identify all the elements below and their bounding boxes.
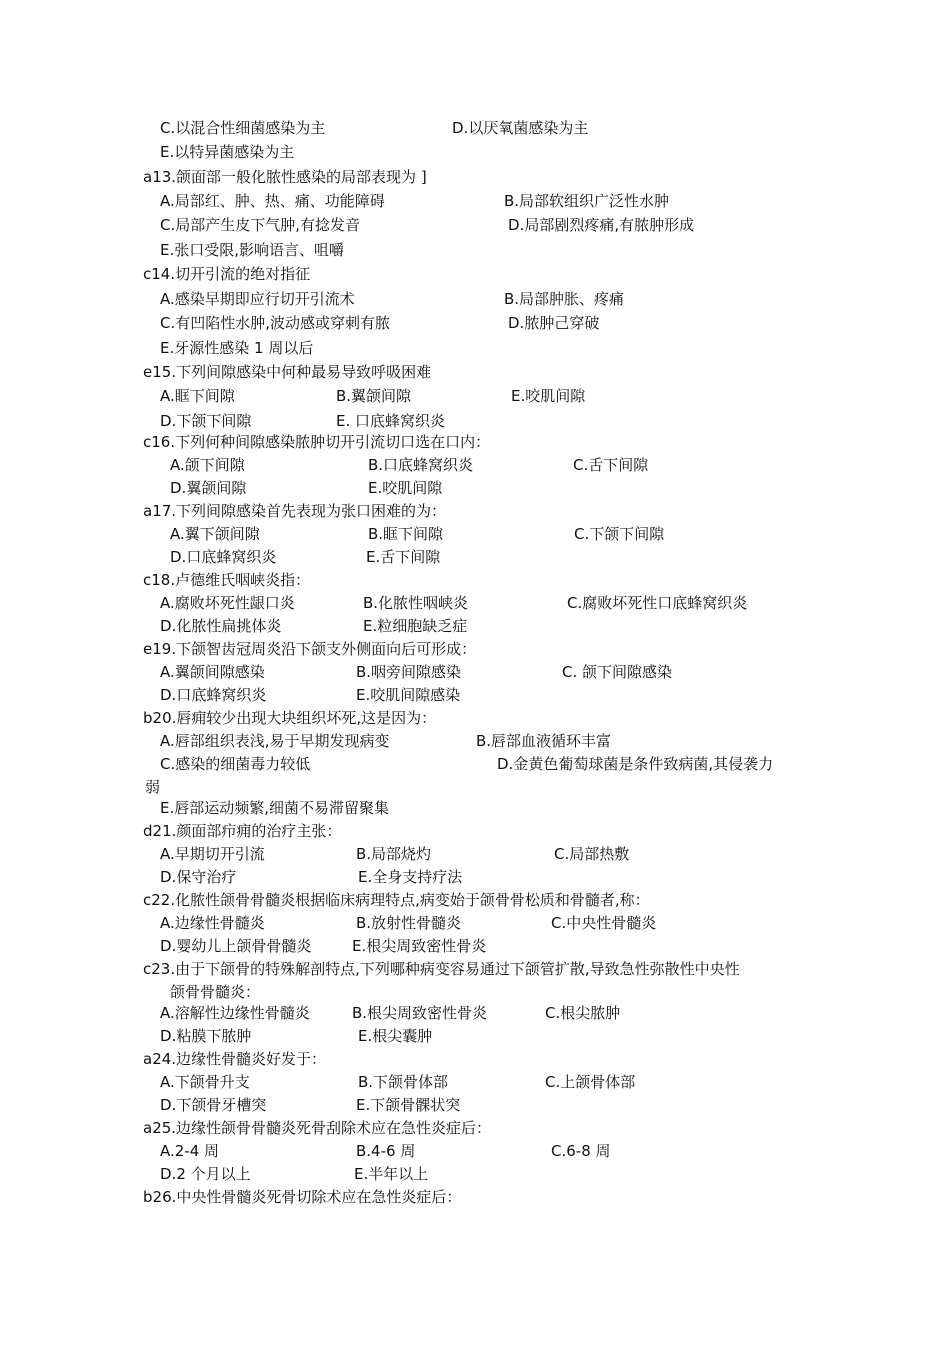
text-line: D.2 个月以上 [160,1165,251,1183]
text-line: D.口底蜂窝织炎 [160,686,267,704]
text-line: C.6-8 周 [551,1142,611,1160]
text-line: A.边缘性骨髓炎 [160,914,265,932]
text-line: E.全身支持疗法 [358,868,463,886]
text-line: c23.由于下颌骨的特殊解剖特点,下列哪种病变容易通过下颌管扩散,导致急性弥散性中央性 [143,960,740,978]
text-line: 颌骨骨髓炎： [170,983,261,1001]
text-line: C.有凹陷性水肿,波动感或穿刺有脓 [160,314,391,332]
text-line: E.张口受限,影响语言、咀嚼 [160,241,345,259]
text-line: E.牙源性感染 1 周以后 [160,339,314,357]
text-line: D.下颌骨牙槽突 [160,1096,267,1114]
text-line: B.眶下间隙 [368,525,444,543]
text-line: D.以厌氧菌感染为主 [452,119,589,137]
text-line: A.2-4 周 [160,1142,220,1160]
text-line: D.下颌下间隙 [160,412,252,430]
text-line: A.颌下间隙 [170,456,245,474]
text-line: C.根尖脓肿 [545,1004,621,1022]
text-line: D.保守治疗 [160,868,237,886]
text-line: C. 颌下间隙感染 [562,663,673,681]
text-line: c16.下列何种间隙感染脓肿切开引流切口选在口内： [143,433,491,451]
text-line: B.局部烧灼 [356,845,432,863]
text-line: D.局部剧烈疼痛,有脓肿形成 [508,216,695,234]
text-line: C.以混合性细菌感染为主 [160,119,326,137]
text-line: E.粒细胞缺乏症 [363,617,468,635]
text-line: E. 口底蜂窝织炎 [336,412,446,430]
text-line: B.咽旁间隙感染 [356,663,462,681]
text-line: B.4-6 周 [356,1142,416,1160]
text-line: E.唇部运动频繁,细菌不易滞留聚集 [160,799,390,817]
text-line: B.唇部血液循环丰富 [476,732,612,750]
text-line: C.上颌骨体部 [545,1073,636,1091]
text-line: A.溶解性边缘性骨髓炎 [160,1004,310,1022]
text-line: A.眶下间隙 [160,387,235,405]
text-line: E.咬肌间隙 [368,479,443,497]
text-line: C.舌下间隙 [573,456,649,474]
text-line: E.下颌骨髁状突 [356,1096,461,1114]
text-line: E.咬肌间隙感染 [356,686,461,704]
text-line: A.早期切开引流 [160,845,265,863]
text-line: B.下颌骨体部 [358,1073,449,1091]
text-line: E.以特异菌感染为主 [160,143,295,161]
text-line: c18.卢德维氏咽峡炎指： [143,571,311,589]
text-line: C.腐败坏死性口底蜂窝织炎 [567,594,748,612]
text-line: B.翼颌间隙 [336,387,412,405]
text-line: b20.唇痈较少出现大块组织坏死,这是因为： [143,709,437,727]
text-line: C.局部热敷 [554,845,630,863]
text-line: b26.中央性骨髓炎死骨切除术应在急性炎症后： [143,1188,462,1206]
text-line: C.下颌下间隙 [574,525,665,543]
text-line: a24.边缘性骨髓炎好发于： [143,1050,327,1068]
text-line: B.口底蜂窝织炎 [368,456,474,474]
text-line: E.根尖周致密性骨炎 [352,937,487,955]
text-line: A.感染早期即应行切开引流术 [160,290,355,308]
text-line: a25.边缘性颌骨骨髓炎死骨刮除术应在急性炎症后： [143,1119,492,1137]
text-line: e15.下列间隙感染中何种最易导致呼吸困难 [143,363,432,381]
text-line: A.翼下颌间隙 [170,525,260,543]
text-line: c22.化脓性颌骨骨髓炎根据临床病理特点,病变始于颌骨骨松质和骨髓者,称： [143,891,650,909]
text-line: E.半年以上 [354,1165,429,1183]
text-line: B.化脓性咽峡炎 [363,594,469,612]
text-line: E.舌下间隙 [366,548,441,566]
text-line: C.局部产生皮下气肿,有捻发音 [160,216,361,234]
text-line: B.放射性骨髓炎 [356,914,462,932]
text-line: D.口底蜂窝织炎 [170,548,277,566]
text-line: D.婴幼儿上颌骨骨髓炎 [160,937,312,955]
text-line: C.中央性骨髓炎 [551,914,657,932]
text-line: D.化脓性扁挑体炎 [160,617,282,635]
text-line: e19.下颌智齿冠周炎沿下颌支外侧面向后可形成： [143,640,477,658]
text-line: A.下颌骨升支 [160,1073,250,1091]
text-line: A.局部红、肿、热、痛、功能障碍 [160,192,385,210]
text-line: A.唇部组织表浅,易于早期发现病变 [160,732,390,750]
text-line: A.翼颌间隙感染 [160,663,265,681]
text-line: D.粘膜下脓肿 [160,1027,252,1045]
text-line: B.根尖周致密性骨炎 [352,1004,488,1022]
text-line: E.根尖囊肿 [358,1027,433,1045]
text-line: a17.下列间隙感染首先表现为张口困难的为： [143,502,447,520]
text-line: D.金黄色葡萄球菌是条件致病菌,其侵袭力 [497,755,774,773]
text-line: C.感染的细菌毒力较低 [160,755,311,773]
text-line: A.腐败坏死性龈口炎 [160,594,295,612]
text-line: D.翼颌间隙 [170,479,247,497]
text-line: B.局部肿胀、疼痛 [504,290,625,308]
text-line: c14.切开引流的绝对指征 [143,265,311,283]
text-line: B.局部软组织广泛性水肿 [504,192,670,210]
text-line: 弱 [145,778,161,796]
text-line: D.脓肿己穿破 [508,314,600,332]
text-line: d21.颜面部疖痈的治疗主张： [143,822,342,840]
text-line: E.咬肌间隙 [511,387,586,405]
text-line: a13.颌面部一般化脓性感染的局部表现为 ] [143,168,427,186]
